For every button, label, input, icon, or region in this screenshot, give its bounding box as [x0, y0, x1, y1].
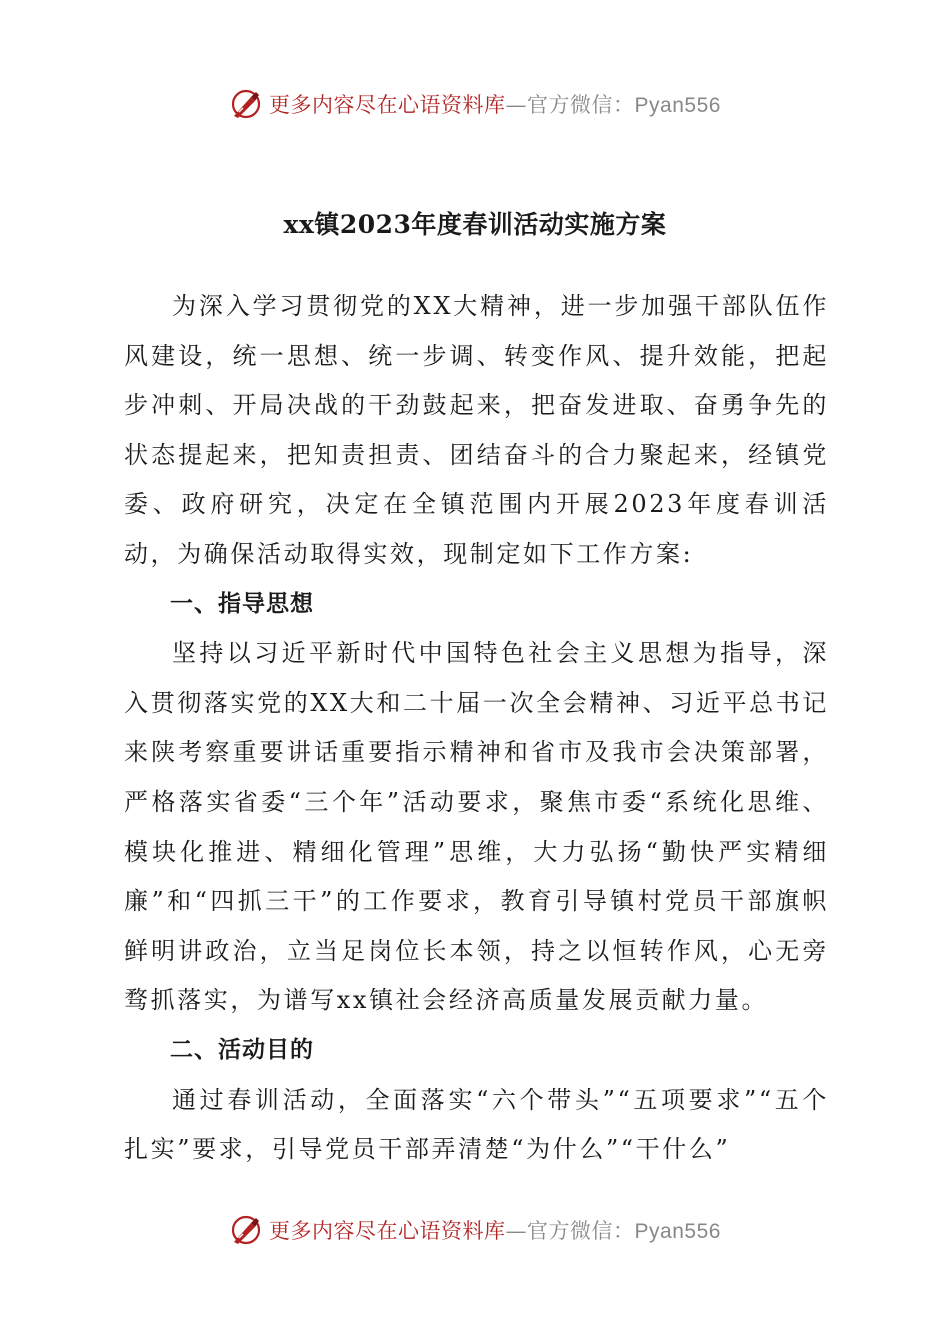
section-heading-guiding-ideology: 一、指导思想 [170, 590, 314, 617]
header-watermark [0, 84, 950, 124]
section-paragraph-guiding-ideology: 坚持以习近平新时代中国特色社会主义思想为指导，深入贯彻落实党的XX大和二十届一次全会精神、习近平总书记来陕考察重要讲话重要指示精神和省市及我市会决策部署，严格落实省委“三个年”活动要求，聚焦市委“系统化思维、模块化推进、精细化管理”思维，大力弘扬“勤快严实精细廉”和“四抓三干”的工作要求，教育引导镇村党员干部旗帜鲜明讲政治，立当足岗位长本领，持之以恒转作风，心无旁骛抓落实，为谱写xx镇社会经济高质量发展贡献力量。 [124, 639, 829, 1015]
document-title: xx镇2023年度春训活动实施方案 [283, 210, 667, 239]
section-paragraph-activity-purpose: 通过春训活动，全面落实“六个带头”“五项要求”“五个扎实”要求，引导党员干部弄清楚“为什么”“干什么” [124, 1085, 829, 1164]
intro-paragraph: 为深入学习贯彻党的XX大精神，进一步加强干部队伍作风建设，统一思想、统一步调、转变作风、提升效能，把起步冲刺、开局决战的干劲鼓起来，把奋发进取、奋勇争先的状态提起来，把知责担责、团结奋斗的合力聚起来，经镇党委、政府研究，决定在全镇范围内开展2023年度春训活动，为确保活动取得实效，现制定如下工作方案: [124, 292, 829, 568]
pen-nib-logo-icon [229, 1213, 263, 1247]
footer-watermark [0, 1210, 950, 1250]
pen-nib-logo-icon [229, 87, 263, 121]
watermark-text [269, 89, 721, 119]
watermark-dash-text: —官方微信： [505, 1219, 635, 1243]
watermark-wechat-id: Pyan556 [634, 1220, 721, 1243]
watermark-wechat-id: Pyan556 [634, 94, 721, 117]
watermark-cn-text: 更多内容尽在心语资料库 [269, 93, 506, 117]
section-heading-activity-purpose: 二、活动目的 [170, 1036, 314, 1063]
document-body [124, 282, 829, 1175]
watermark-text [269, 1215, 721, 1245]
watermark-dash-text: —官方微信： [505, 93, 635, 117]
watermark-cn-text: 更多内容尽在心语资料库 [269, 1219, 506, 1243]
